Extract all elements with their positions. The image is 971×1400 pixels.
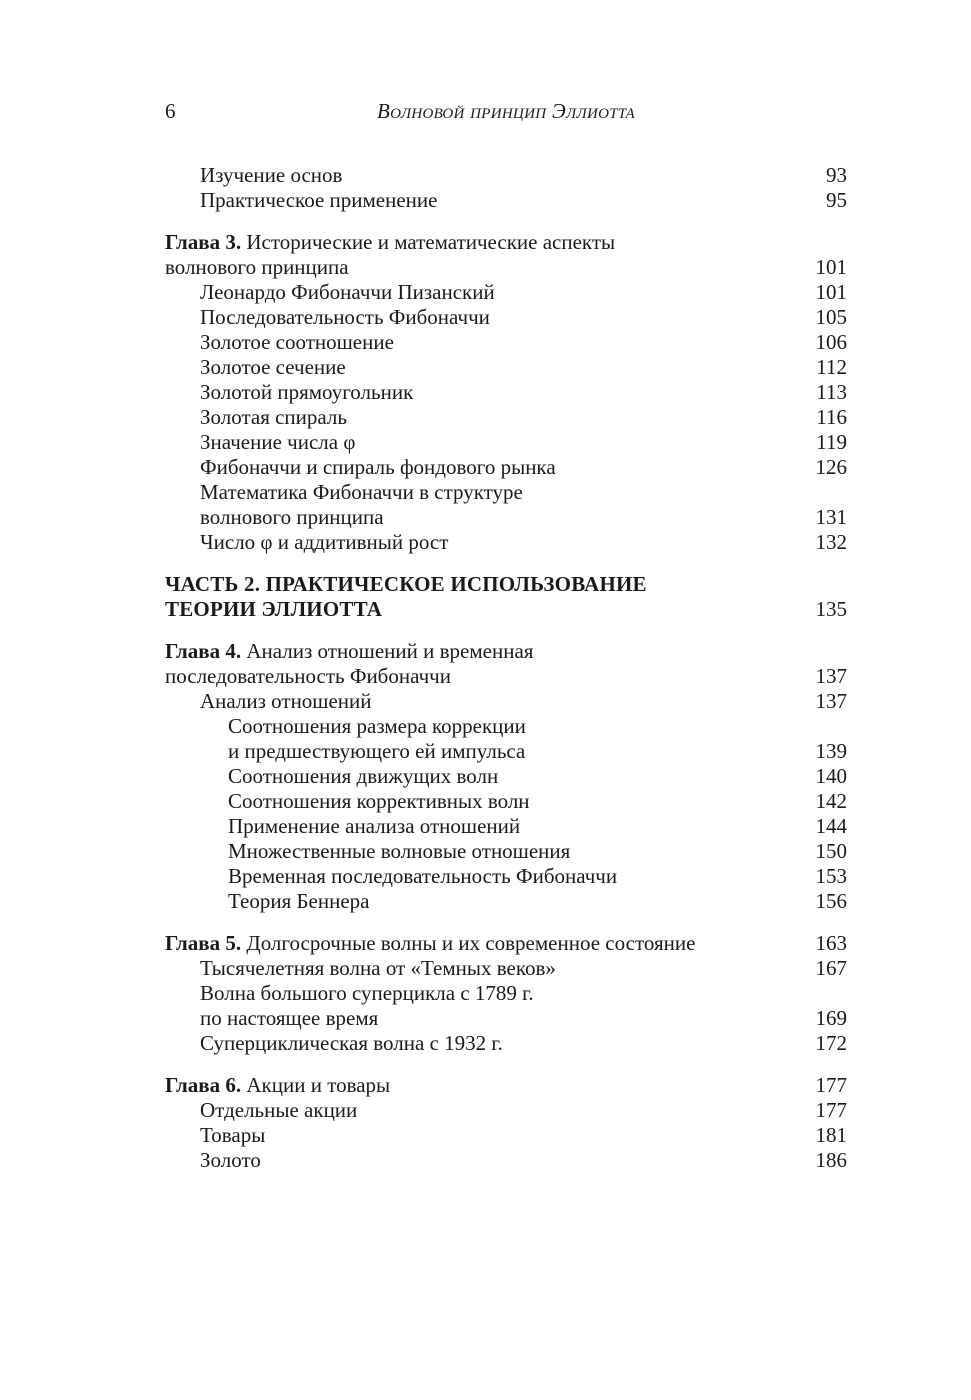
toc-entry [165,430,847,455]
toc-entry [165,1031,847,1056]
toc-page-number: 153 [815,864,847,888]
toc-title [165,639,533,664]
toc-page-number: 144 [815,814,847,838]
toc-page-number: 95 [826,188,847,212]
toc-page-number: 163 [815,931,847,955]
toc-entry [165,1123,847,1148]
toc-entry [165,480,847,505]
toc-title: Леонардо Фибоначчи Пизанский [200,280,495,304]
toc-page-number: 112 [816,355,847,379]
toc-page-number: 177 [815,1098,847,1122]
toc-entry [165,714,847,739]
toc-title: и предшествующего ей импульса [228,739,526,763]
toc-entry [165,255,847,280]
toc-title: Отдельные акции [200,1098,358,1122]
toc-entry [165,764,847,789]
toc-page-number: 106 [815,330,847,354]
toc-page-number: 172 [815,1031,847,1055]
chapter-label: Глава 3. [165,230,242,254]
toc-title: Золото [200,1148,261,1172]
toc-title: последовательность Фибоначчи [165,664,451,688]
toc-title: Временная последовательность Фибоначчи [228,864,618,888]
toc-page-number: 186 [815,1148,847,1172]
toc-part [165,597,847,622]
running-header [165,98,847,124]
toc-title: Последовательность Фибоначчи [200,305,490,329]
toc-title: Изучение основ [200,163,343,187]
part-title: ЧАСТЬ 2. ПРАКТИЧЕСКОЕ ИСПОЛЬЗОВАНИЕ [165,572,647,596]
toc-chapter [165,639,847,664]
toc-part [165,572,847,597]
toc-page-number: 119 [816,430,847,454]
toc-title: по настоящее время [200,1006,379,1030]
toc-title: Теория Беннера [228,889,370,913]
chapter-title: Акции и товары [241,1073,391,1097]
toc-title: Тысячелетняя волна от «Темных веков» [200,956,556,980]
toc-entry [165,505,847,530]
running-title: Волновой принцип Эллиотта [376,99,636,123]
toc-title: Соотношения коррективных волн [228,789,530,813]
toc-entry [165,889,847,914]
toc-page-number: 113 [816,380,847,404]
toc-page-number: 139 [815,739,847,763]
toc-page-number: 137 [815,664,847,688]
toc-title: Анализ отношений [200,689,372,713]
toc-entry [165,789,847,814]
toc-entry [165,1098,847,1123]
chapter-title: Исторические и математические аспекты [241,230,616,254]
chapter-label: Глава 6. [165,1073,242,1097]
toc-page-number: 135 [815,597,847,621]
toc-page-number: 156 [815,889,847,913]
toc-title: Суперциклическая волна с 1932 г. [200,1031,503,1055]
toc-title: Золотой прямоугольник [200,380,414,404]
toc-entry [165,355,847,380]
toc-entry [165,405,847,430]
toc-entry [165,956,847,981]
toc-title: Товары [200,1123,266,1147]
toc-page-number: 101 [815,280,847,304]
toc-entry [165,864,847,889]
toc-entry [165,380,847,405]
toc-page-number: 126 [815,455,847,479]
toc-entry [165,330,847,355]
toc-chapter [165,931,847,956]
toc-page-number: 181 [815,1123,847,1147]
toc-page-number: 131 [815,505,847,529]
toc-page-number: 150 [815,839,847,863]
toc-entry [165,530,847,555]
page-number: 6 [165,99,176,123]
toc-title: Число φ и аддитивный рост [200,530,449,554]
toc-entry [165,739,847,764]
toc-title: Множественные волновые отношения [228,839,571,863]
toc-title: Золотая спираль [200,405,347,429]
toc-title [165,931,695,956]
chapter-title: Долгосрочные волны и их современное состояние [241,931,696,955]
toc-title: Значение числа φ [200,430,356,454]
toc-title: волнового принципа [165,255,349,279]
toc-title: Соотношения размера коррекции [228,714,526,738]
toc-title [165,230,615,255]
toc-chapter [165,230,847,255]
toc-title: Волна большого суперцикла с 1789 г. [200,981,534,1005]
toc-entry [165,455,847,480]
toc-title: Математика Фибоначчи в структуре [200,480,523,504]
toc-page-number: 177 [815,1073,847,1097]
toc-title: Соотношения движущих волн [228,764,499,788]
toc-page-number: 105 [815,305,847,329]
chapter-title: Анализ отношений и временная [241,639,534,663]
toc-page-number: 140 [815,764,847,788]
toc-entry [165,163,847,188]
toc-page-number: 132 [815,530,847,554]
toc-title: Золотое сечение [200,355,346,379]
toc-title: Золотое соотношение [200,330,394,354]
toc-entry [165,839,847,864]
table-of-contents [165,163,847,1173]
toc-page-number: 142 [815,789,847,813]
toc-title: волнового принципа [200,505,384,529]
toc-title [165,1073,390,1098]
toc-page-number: 116 [816,405,847,429]
chapter-label: Глава 4. [165,639,242,663]
toc-entry [165,664,847,689]
toc-entry [165,188,847,213]
toc-entry [165,981,847,1006]
toc-page-number: 169 [815,1006,847,1030]
toc-entry [165,280,847,305]
toc-entry [165,1006,847,1031]
part-title: ТЕОРИИ ЭЛЛИОТТА [165,597,383,621]
toc-page-number: 93 [826,163,847,187]
toc-entry [165,1148,847,1173]
toc-entry [165,305,847,330]
toc-title: Фибоначчи и спираль фондового рынка [200,455,556,479]
toc-entry [165,814,847,839]
toc-entry [165,689,847,714]
toc-title: Применение анализа отношений [228,814,521,838]
chapter-label: Глава 5. [165,931,242,955]
toc-page-number: 167 [815,956,847,980]
toc-title: Практическое применение [200,188,438,212]
toc-page-number: 137 [815,689,847,713]
toc-chapter [165,1073,847,1098]
toc-page-number: 101 [815,255,847,279]
